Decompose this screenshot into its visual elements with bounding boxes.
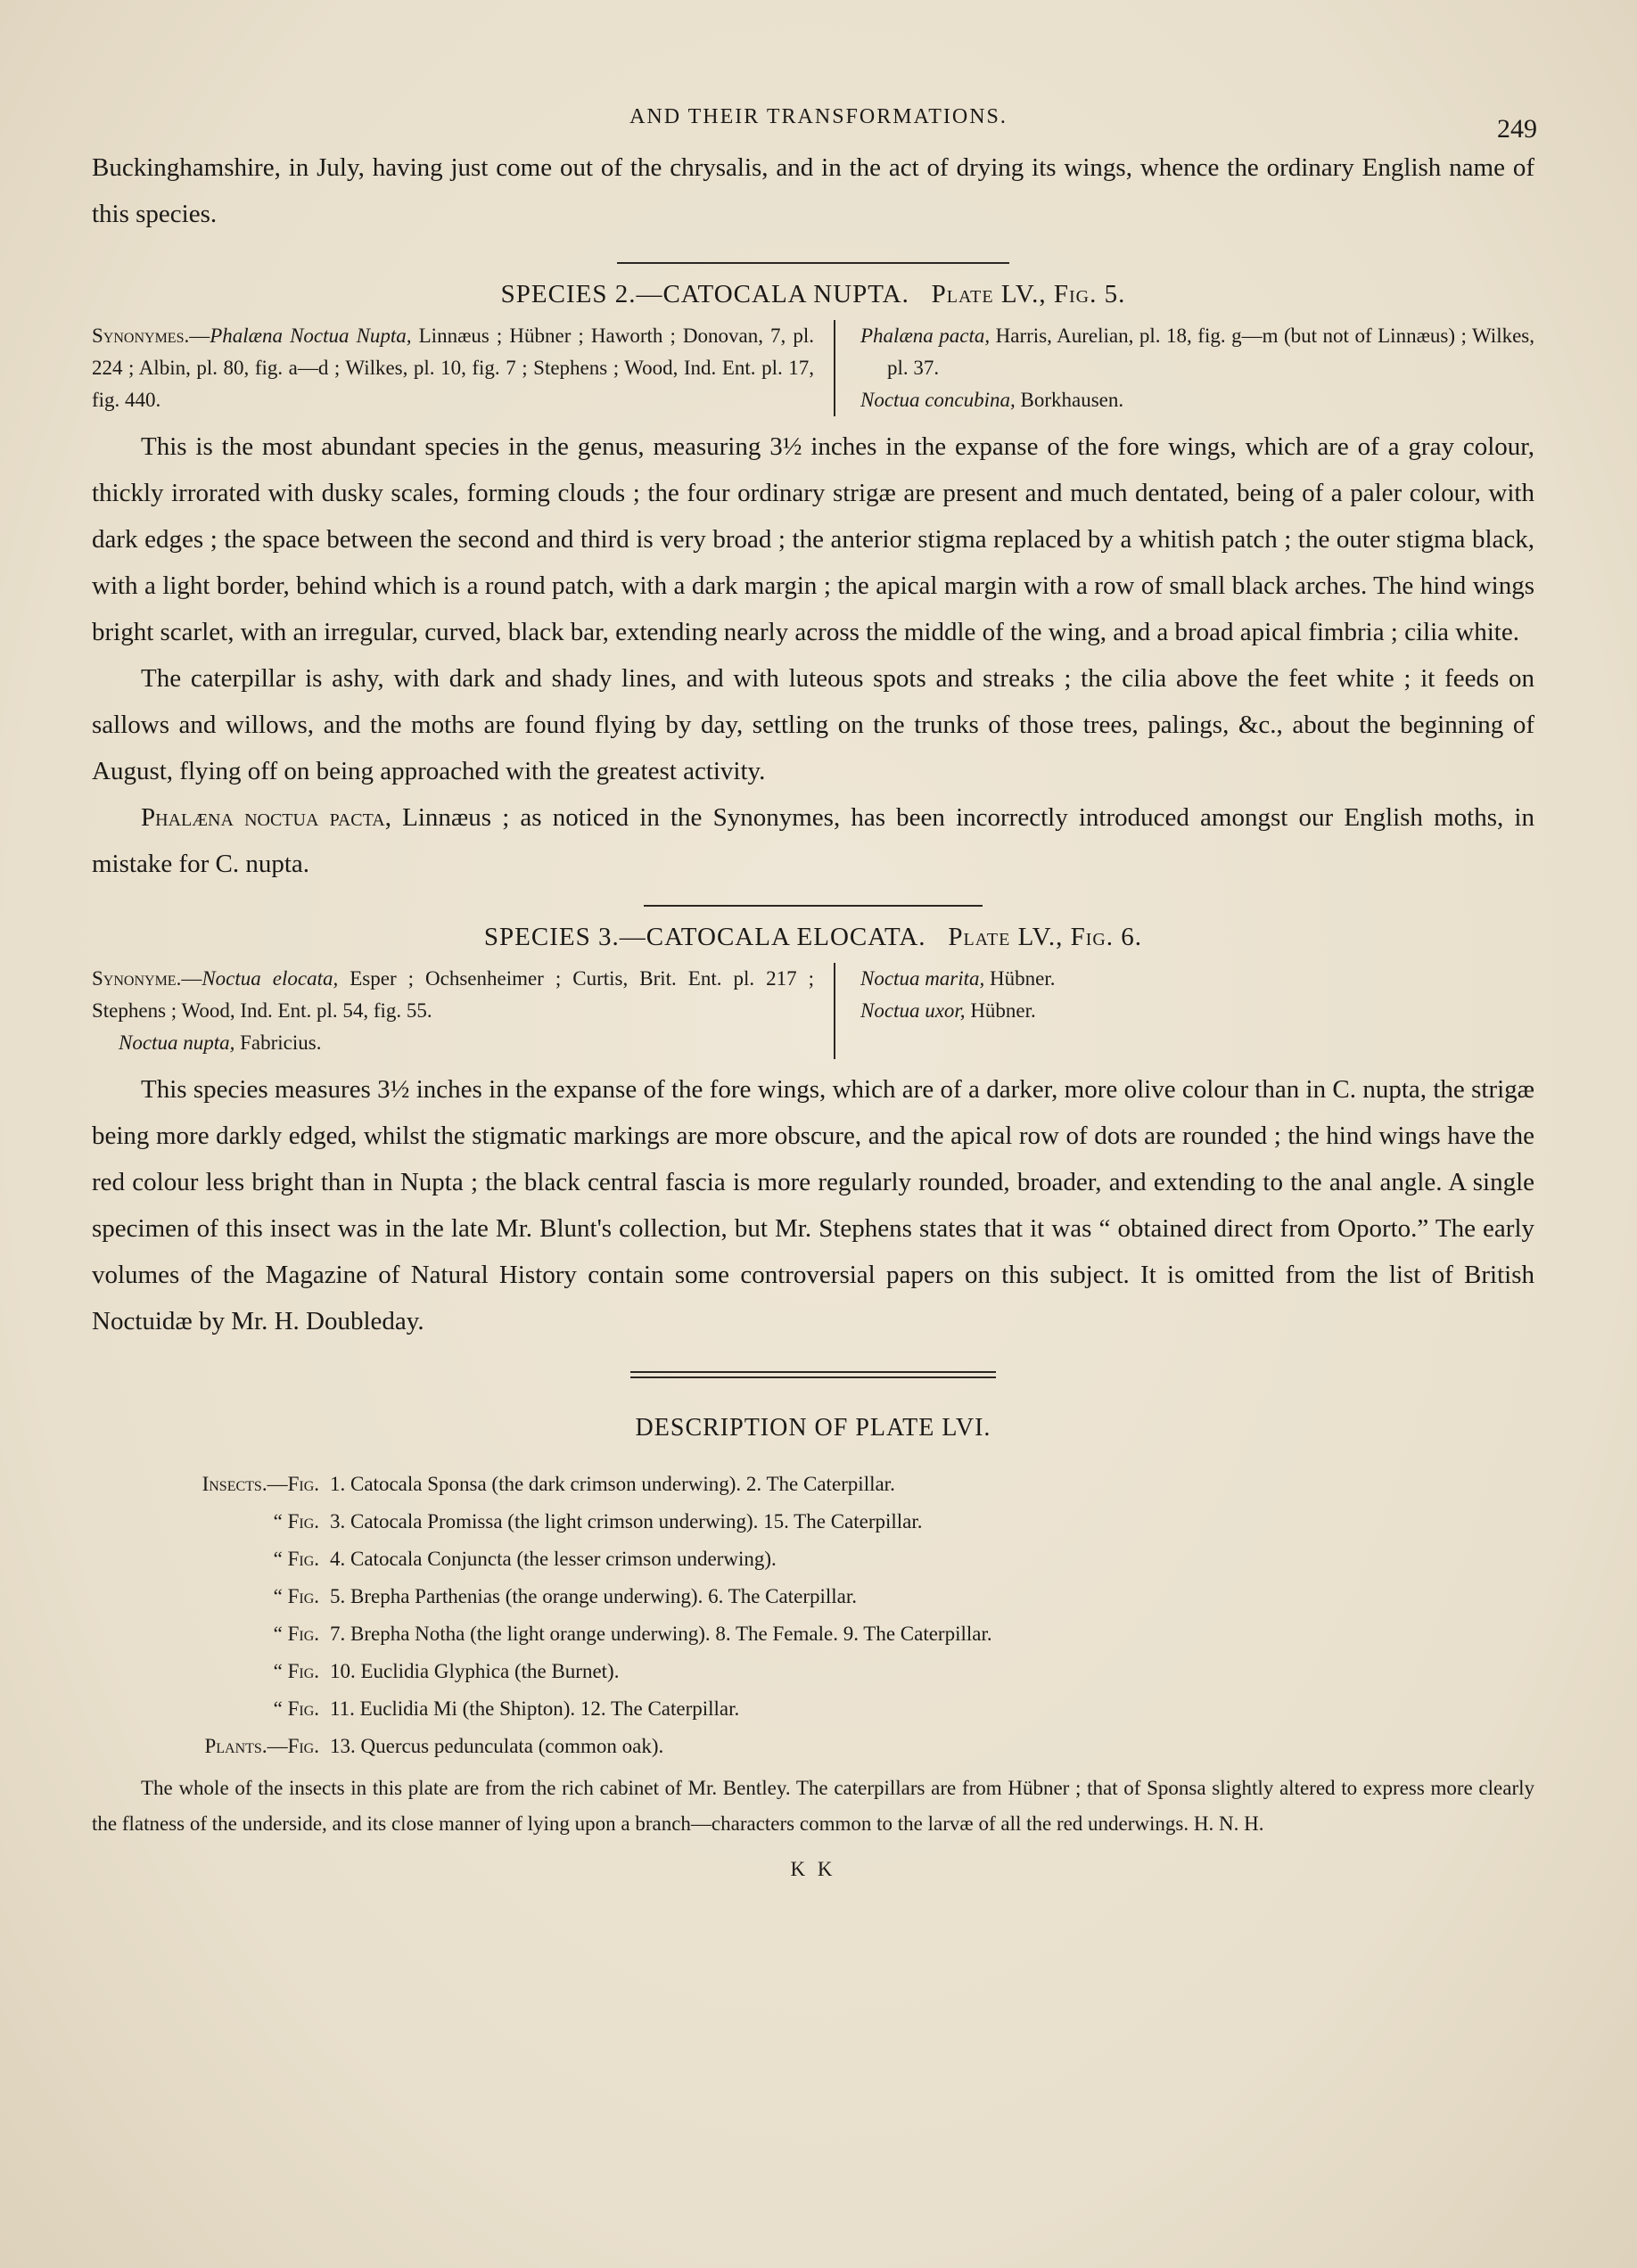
page-content [92, 144, 1534, 1881]
species-heading [92, 923, 1534, 952]
paragraph-text: Linnæus ; as noticed in the Synonymes, has been incorrectly introduced amongst our English moths, in mistake for C. nupta. [92, 803, 1534, 878]
figure-category: Insects.—Fig. [202, 1473, 319, 1495]
synonym-citation: Esper ; Ochsenheimer ; Curtis, Brit. Ent. pl. 217 ; Stephens ; Wood, Ind. Ent. pl. 54, fig. 55. [92, 967, 815, 1022]
synonyms-left-column [92, 320, 835, 416]
figure-description: 5. Brepha Parthenias (the orange underwing). 6. The Caterpillar. [330, 1585, 858, 1607]
signature-mark: K K [790, 1858, 836, 1880]
description-paragraph: The caterpillar is ashy, with dark and shady lines, and with luteous spots and streaks ; the cilia above the feet white ; it feeds on sallows and willows, and the moths are found flying by day, settling on the trunks of those trees, palings, &c., about the beginning of August, flying off on being approached with the greatest activity. [92, 664, 1534, 785]
synonym-name: Noctua concubina, [860, 389, 1016, 411]
figure-description: 10. Euclidia Glyphica (the Burnet). [330, 1660, 620, 1682]
synonym-citation: Harris, Aurelian, pl. 18, fig. g—m (but not of Linnæus) ; Wilkes, pl. 37. [887, 325, 1534, 379]
page-number: 249 [1497, 114, 1537, 144]
plate-figure-row [92, 1503, 1534, 1541]
synonym-entry [860, 963, 1534, 995]
plate-reference: Plate LV., Fig. 5. [931, 280, 1126, 308]
species-title: SPECIES 3.—CATOCALA ELOCATA. [483, 923, 926, 951]
plate-figure-row [92, 1690, 1534, 1728]
page-header [0, 105, 1637, 144]
figure-category: Plants.—Fig. [204, 1735, 319, 1757]
description-paragraph: This is the most abundant species in the genus, measuring 3½ inches in the expanse of the fore wings, which are of a gray colour, thickly irrorated with dusky scales, forming clouds ; the four ordinary strigæ are present and much dentated, being of a paler colour, with dark edges ; the space between the second and third is very broad ; the anterior stigma replaced by a whitish patch ; the outer stigma black, with a light border, behind which is a round patch, with a dark margin ; the apical margin with a row of small black arches. The hind wings bright scarlet, with an irregular, curved, black bar, extending nearly across the middle of the wing, and a broad apical fimbria ; cilia white. [92, 432, 1534, 646]
figure-description: 3. Catocala Promissa (the light crimson underwing). 15. The Caterpillar. [330, 1510, 923, 1533]
synonyms-right-column [835, 320, 1534, 416]
synonym-name: Phalæna Noctua Nupta, [210, 325, 412, 347]
synonyms-block [92, 963, 1534, 1059]
synonym-entry [92, 1027, 814, 1059]
section-rule [617, 262, 1009, 264]
figure-category: “ Fig. [273, 1660, 319, 1682]
figure-category: “ Fig. [273, 1623, 319, 1645]
figure-description: 13. Quercus pedunculata (common oak). [330, 1735, 664, 1757]
synonyms-block [92, 320, 1534, 416]
plate-note: The whole of the insects in this plate are from the rich cabinet of Mr. Bentley. The caterpillars are from Hübner ; that of Sponsa slightly altered to express more clearly the flatness of the underside, and its close manner of lying upon a branch—characters common to the larvæ of all the red underwings. H. N. H. [92, 1777, 1534, 1835]
plate-description-heading: DESCRIPTION OF PLATE LVI. [635, 1414, 991, 1442]
synonyms-label: Synonymes.— [92, 325, 210, 347]
synonym-entry [860, 384, 1534, 416]
double-rule [92, 1371, 1534, 1378]
figure-description: 4. Catocala Conjuncta (the lesser crimson underwing). [330, 1548, 777, 1570]
synonym-citation: Borkhausen. [1015, 389, 1124, 411]
figure-category: “ Fig. [273, 1548, 319, 1570]
plate-figure-row [92, 1615, 1534, 1653]
plate-figure-row [92, 1578, 1534, 1615]
description-paragraph: This species measures 3½ inches in the expanse of the fore wings, which are of a darker, more olive colour than in C. nupta, the strigæ being more darkly edged, whilst the stigmatic markings are more obscure, and the apical row of dots are rounded ; the hind wings have the red colour less bright than in Nupta ; the black central fascia is more regularly rounded, broader, and extending to the anal angle. A single specimen of this insect was in the late Mr. Blunt's collection, but Mr. Stephens states that it was “ obtained direct from Oporto.” The early volumes of the Magazine of Natural History contain some controversial papers on this subject. It is omitted from the list of British Noctuidæ by Mr. H. Doubleday. [92, 1075, 1534, 1335]
figure-description: 11. Euclidia Mi (the Shipton). 12. The Caterpillar. [330, 1697, 740, 1720]
plate-figure-row [92, 1541, 1534, 1578]
synonyms-right-column [835, 963, 1534, 1059]
synonyms-left-column [92, 963, 835, 1059]
species-name: Phalæna noctua pacta, [141, 803, 391, 832]
synonym-name: Noctua marita, [860, 967, 985, 990]
figure-category: “ Fig. [273, 1510, 319, 1533]
description-paragraph [92, 794, 1534, 887]
synonym-citation: Hübner. [965, 999, 1036, 1022]
synonym-name: Noctua elocata, [202, 967, 339, 990]
species-title: SPECIES 2.—CATOCALA NUPTA. [500, 280, 909, 308]
plate-figure-row [92, 1466, 1534, 1503]
species-heading [92, 280, 1534, 309]
synonym-name: Noctua uxor, [860, 999, 966, 1022]
synonym-name: Noctua nupta, [119, 1031, 235, 1054]
synonym-citation: Hübner. [984, 967, 1056, 990]
section-rule [644, 905, 983, 907]
synonym-entry [860, 320, 1534, 384]
figure-category: “ Fig. [273, 1585, 319, 1607]
figure-description: 1. Catocala Sponsa (the dark crimson underwing). 2. The Caterpillar. [330, 1473, 895, 1495]
running-head: AND THEIR TRANSFORMATIONS. [629, 105, 1008, 128]
opening-paragraph: Buckinghamshire, in July, having just come out of the chrysalis, and in the act of drying its wings, whence the ordinary English name of this species. [92, 153, 1534, 228]
plate-figure-row [92, 1728, 1534, 1765]
plate-reference: Plate LV., Fig. 6. [948, 923, 1143, 951]
synonym-citation: Linnæus ; Hübner ; Haworth ; Donovan, 7, pl. 224 ; Albin, pl. 80, fig. a—d ; Wilkes, pl. 10, fig. 7 ; Stephens ; Wood, Ind. Ent. pl. 17, fig. 440. [92, 325, 814, 411]
synonyms-label: Synonyme.— [92, 967, 202, 990]
synonym-entry [860, 995, 1534, 1027]
figure-description: 7. Brepha Notha (the light orange underwing). 8. The Female. 9. The Caterpillar. [330, 1623, 992, 1645]
synonym-citation: Fabricius. [234, 1031, 322, 1054]
synonym-name: Phalæna pacta, [860, 325, 991, 347]
plate-figure-row [92, 1653, 1534, 1690]
plate-figure-list [92, 1466, 1534, 1765]
figure-category: “ Fig. [273, 1697, 319, 1720]
